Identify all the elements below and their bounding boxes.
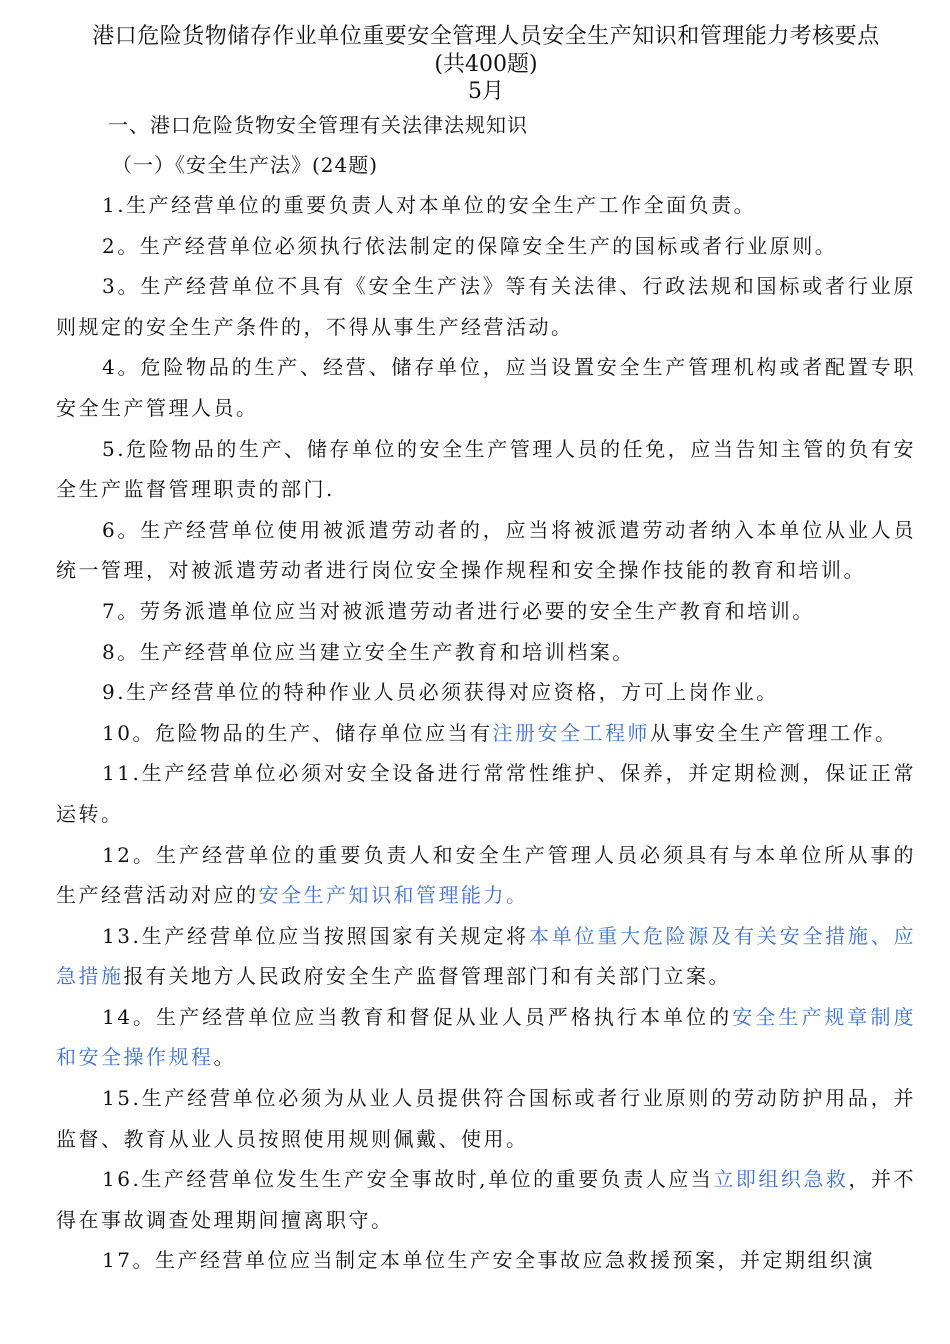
list-item [56,510,916,591]
item-text: ，并不得在事故调查处理期间擅离职守。 [56,1167,917,1232]
item-text: 14。生产经营单位应当教育和督促从业人员严格执行本单位的 [102,1004,733,1029]
item-text: 9.生产经营单位的特种作业人员必须获得对应资格，方可上岗作业。 [102,680,779,705]
list-item [56,835,916,916]
list-item [56,591,916,632]
item-text: 15.生产经营单位必须为从业人员提供符合国标或者行业原则的劳动防护用品，并监督、教育从业人员按照使用规则佩戴、使用。 [56,1086,916,1151]
list-item [56,997,916,1078]
list-item [56,1240,916,1281]
list-item [56,347,916,428]
list-item [56,1078,916,1159]
list-item [56,1159,916,1240]
list-item [56,185,916,226]
list-item [56,672,916,713]
item-text: 3。生产经营单位不具有《安全生产法》等有关法律、行政法规和国标或者行业原则规定的安全生产条件的，不得从事生产经营活动。 [56,274,916,339]
list-item [56,429,916,510]
question-list [56,185,916,1281]
item-text: 11.生产经营单位必须对安全设备进行常常性维护、保养，并定期检测，保证正常运转。 [56,761,916,826]
item-text: 6。生产经营单位使用被派遣劳动者的，应当将被派遣劳动者纳入本单位从业人员统一管理，对被派遣劳动者进行岗位安全操作规程和安全操作技能的教育和培训。 [56,517,916,583]
item-text: 16.生产经营单位发生生产安全事故时,单位的重要负责人应当 [102,1167,714,1192]
item-text: 13.生产经营单位应当按照国家有关规定将 [102,923,529,948]
highlighted-text: 注册安全工程师 [492,720,650,745]
item-text: 。 [213,1045,236,1070]
item-text: 从事安全生产管理工作。 [649,720,898,745]
list-item [56,226,916,267]
item-text: 2。生产经营单位必须执行依法制定的保障安全生产的国标或者行业原则。 [102,233,838,258]
list-item [56,713,916,754]
item-text: 10。危险物品的生产、储存单位应当有 [102,720,493,745]
document-month: 5月 [468,79,504,104]
highlighted-text: 安全生产规章制度和安全操作规程 [56,1004,917,1070]
document-title: 港口危险货物储存作业单位重要安全管理人员安全生产知识和管理能力考核要点 [92,24,880,49]
highlighted-text: 本单位重大危险源及有关安全措施、应急措施 [56,923,916,989]
list-item [56,753,916,834]
list-item [56,266,916,347]
list-item [56,632,916,673]
item-text: 7。劳务派遣单位应当对被派遣劳动者进行必要的安全生产教育和培训。 [102,598,815,623]
highlighted-text: 立即组织急救 [713,1167,849,1192]
subsection-heading: （一）《安全生产法》(24题) [112,153,379,177]
item-text: 4。危险物品的生产、经营、储存单位，应当设置安全生产管理机构或者配置专职安全生产管理人员。 [56,355,916,420]
item-text: 5.危险物品的生产、储存单位的安全生产管理人员的任免，应当告知主管的负有安全生产监督管理职责的部门. [56,436,916,502]
item-text: 报有关地方人民政府安全生产监督管理部门和有关部门立案。 [123,964,731,989]
section-heading: 一、港口危险货物安全管理有关法律法规知识 [108,113,528,137]
item-text: 17。生产经营单位应当制定本单位生产安全事故应急救援预案，并定期组织演 [102,1248,875,1273]
highlighted-text: 安全生产知识和管理能力。 [258,883,529,908]
list-item [56,916,916,997]
item-text: 1.生产经营单位的重要负责人对本单位的安全生产工作全面负责。 [102,193,757,217]
item-text: 8。生产经营单位应当建立安全生产教育和培训档案。 [102,639,635,664]
item-text: 12。生产经营单位的重要负责人和安全生产管理人员必须具有与本单位所从事的生产经营活动对应的 [56,842,916,908]
question-count: (共400题) [434,52,538,77]
